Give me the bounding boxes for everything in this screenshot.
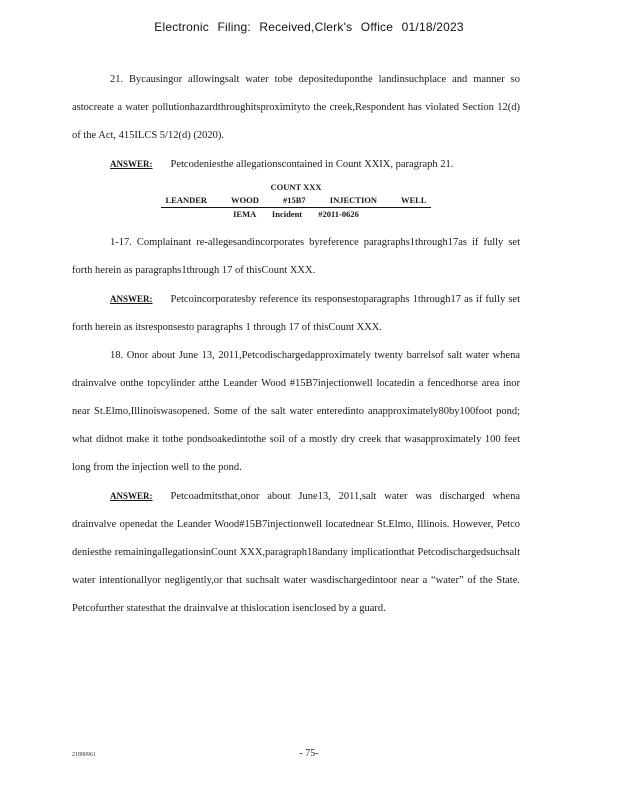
answer-21 bbox=[72, 150, 520, 179]
answer-text: Petcoincorporatesby reference its responsestoparagraphs 1through17 as if fully set forth herein as itsresponsesto paragraphs 1 through 17 of thisCount XXX. bbox=[72, 294, 520, 333]
page-number: - 75- bbox=[299, 748, 319, 759]
answer-label: ANSWER: bbox=[110, 159, 153, 169]
answer-label: ANSWER: bbox=[110, 491, 153, 501]
paragraph-18: 18. Onor about June 13, 2011,Petcodischargedapproximately twenty barrelsof salt water whena drainvalve onthe topcylinder atthe Leander Wood #15B7injectionwell locatedin a fencedhorse area inor near St.Elmo,Illinoiswasopened. Some of the salt water enteredinto anapproximately80by100foot pond; what didnot make it tothe pondsoakedintothe soil of a mostly dry creek that wasapproximately 100 feet long from the injection well to the pond. bbox=[72, 350, 520, 473]
answer-label: ANSWER: bbox=[110, 294, 153, 304]
paragraph-21: 21. Bycausingor allowingsalt water tobe depositeduponthe landinsuchplace and manner so astocreate a water pollutionhazardthroughitsproximityto the creek,Respondent has violated Section 12(d) of the Act, 415ILCS 5/12(d) (2020). bbox=[72, 74, 520, 141]
paragraph-1-17: 1-17. Complainant re-allegesandincorporates byreference paragraphs1through17as if fully set forth herein as paragraphs1through 17 of thisCount XXX. bbox=[72, 237, 520, 276]
answer-18 bbox=[72, 482, 520, 623]
answer-text: Petcoadmitsthat,onor about June13, 2011,salt water was discharged whena drainvalve openedat the Leander Wood#15B7injectionwell locatednear St.Elmo, Illinois. However, Petco deniesthe remainingallegationsinCount XXX,paragraph18andany implicationthat Petcodischargedsuchsalt water intentionallyor negligently,or that suchsalt water wasdischargedintoor near a “water” of the State. Petcofurther statesthat the drainvalve at thislocation isenclosed by a guard. bbox=[72, 491, 520, 614]
answer-text: Petcodeniesthe allegationscontained in Count XXIX, paragraph 21. bbox=[170, 159, 454, 170]
count-subtitle: LEANDER WOOD #15B7 INJECTION WELL bbox=[161, 194, 430, 208]
document-body bbox=[72, 66, 520, 623]
answer-1-17 bbox=[72, 285, 520, 342]
count-title: COUNT XXX bbox=[270, 182, 322, 192]
document-id: 21890961 bbox=[72, 752, 96, 758]
count-heading bbox=[72, 181, 520, 221]
count-incident: IEMA Incident #2011-0626 bbox=[233, 209, 359, 219]
filing-stamp-header: Electronic Filing: Received,Clerk's Office 01/18/2023 bbox=[154, 20, 464, 34]
